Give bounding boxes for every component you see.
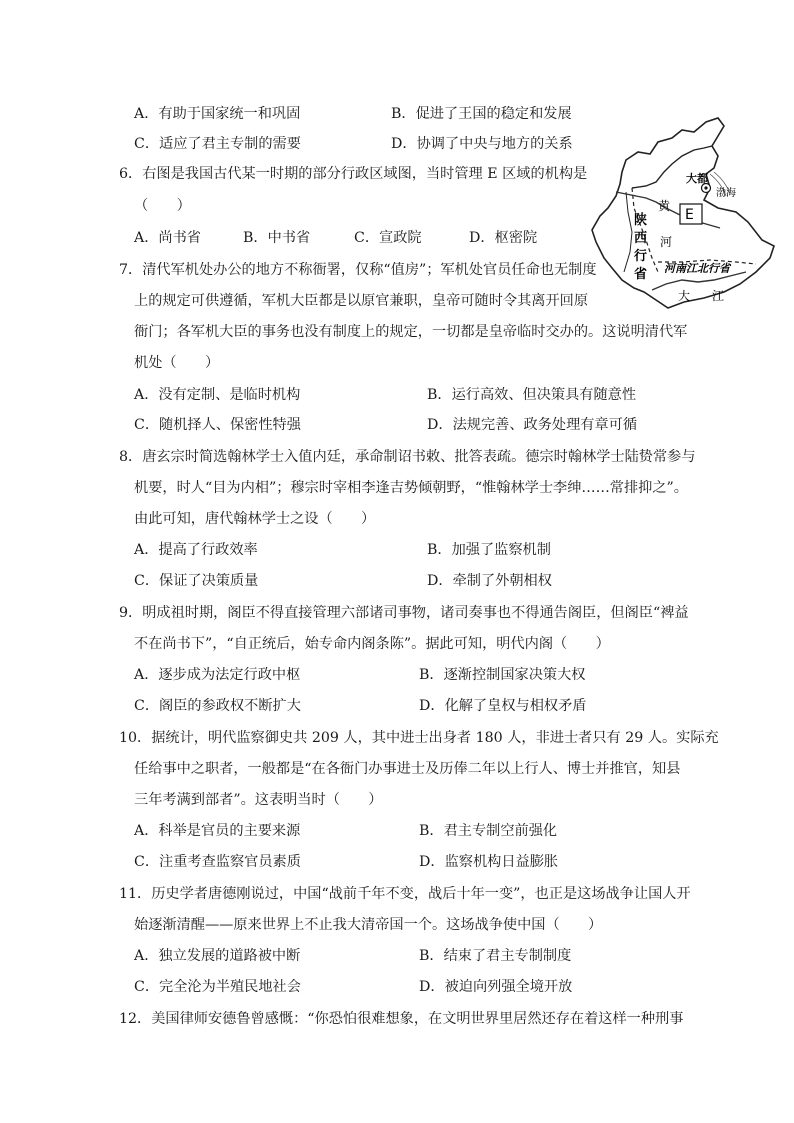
q8-option-d: D．牵制了外朝相权 <box>427 573 552 589</box>
q7-option-b: B．运行高效、但决策具有随意性 <box>427 387 637 403</box>
q5-option-d: D．协调了中央与地方的关系 <box>391 136 573 152</box>
q7-option-c: C．随机择人、保密性特强 <box>134 417 301 433</box>
map-label-dadu: 大都 <box>686 172 708 185</box>
q8-line-1: 8．唐玄宗时简选翰林学士入值内廷，承命制诏书敕、批答表疏。德宗时翰林学士陆贽常参与 <box>119 449 696 465</box>
map-label-shaanxi-2: 西 <box>634 231 648 246</box>
q10-option-b: B．君主专制空前强化 <box>419 823 558 839</box>
q10-option-a: A．科举是官员的主要来源 <box>134 823 301 839</box>
map-label-huang: 黄 <box>658 199 671 213</box>
map-label-he: 河 <box>660 235 673 249</box>
q11-option-a: A．独立发展的道路被中断 <box>134 948 301 964</box>
q6-option-a: A．尚书省 <box>134 230 201 246</box>
admin-region-map <box>586 112 782 312</box>
q6-option-b: B．中书省 <box>243 230 311 246</box>
q9-option-d: D．化解了皇权与相权矛盾 <box>419 698 587 714</box>
q9-option-a: A．逐步成为法定行政中枢 <box>134 667 301 683</box>
q8-option-b: B．加强了监察机制 <box>427 542 551 558</box>
q11-line-2: 始逐渐清醒——原来世界上不止我大清帝国一个。这场战争使中国（ ） <box>134 917 603 933</box>
q9-line-1: 9．明成祖时期，阁臣不得直接管理六部诸司事物，诸司奏事也不得通告阁臣，但阁臣“裨益 <box>119 605 689 621</box>
map-label-shaanxi-3: 行 <box>634 249 648 264</box>
q11-line-1: 11．历史学者唐德刚说过，中国“战前千年不变，战后十年一变”，也正是这场战争让国人开 <box>119 886 691 902</box>
q11-option-b: B．结束了君主专制制度 <box>419 948 572 964</box>
q10-line-1: 10．据统计，明代监察御史共 209 人，其中进士出身者 180 人，非进士者只有 29 人。实际充 <box>119 730 719 746</box>
map-label-henan: 河南江北行省 <box>664 262 730 275</box>
q6-option-d: D．枢密院 <box>469 230 538 246</box>
q7-line-3: 衙门；各军机大臣的事务也没有制度上的规定，一切都是皇帝临时交办的。这说明清代军 <box>134 324 688 340</box>
q6-option-c: C．宣政院 <box>354 230 422 246</box>
q6-stem: 6．右图是我国古代某一时期的部分行政区域图，当时管理 E 区域的机构是 <box>119 166 588 182</box>
q10-option-d: D．监察机构日益膨胀 <box>419 854 559 870</box>
q8-line-2: 机要，时人“目为内相”；穆宗时宰相李逢吉势倾朝野，“惟翰林学士李绅……常排抑之”。 <box>134 480 688 496</box>
q5-option-c: C．适应了君主专制的需要 <box>134 136 301 152</box>
q10-line-2: 任给事中之职者，一般都是“在各衙门办事进士及历俸二年以上行人、博士并推官，知县 <box>134 761 681 777</box>
q5-option-a: A．有助于国家统一和巩固 <box>134 106 301 122</box>
q6-blank: （ ） <box>134 198 191 214</box>
q10-option-c: C．注重考查监察官员素质 <box>134 854 301 870</box>
q8-option-a: A．提高了行政效率 <box>134 542 258 558</box>
q9-line-2: 不在尚书下”，“自正统后，始专命内阁条陈”。据此可知，明代内阁（ ） <box>134 636 610 652</box>
map-label-shaanxi-4: 省 <box>634 267 648 282</box>
q5-option-b: B．促进了王国的稳定和发展 <box>391 106 572 122</box>
map-label-e: E <box>685 207 694 223</box>
q9-option-b: B．逐渐控制国家决策大权 <box>419 667 586 683</box>
q7-line-4: 机处（ ） <box>134 355 220 371</box>
q11-option-d: D．被迫向列强全境开放 <box>419 979 573 995</box>
q8-option-c: C．保证了决策质量 <box>134 573 259 589</box>
q12-line-1: 12．美国律师安德鲁曾感慨：“你恐怕很难想象，在文明世界里居然还存在着这样一种刑事 <box>119 1011 684 1027</box>
q7-line-1: 7．清代军机处办公的地方不称衙署，仅称“值房”；军机处官员任命也无制度 <box>119 262 597 278</box>
map-label-jiang: 江 <box>712 289 725 303</box>
q11-option-c: C．完全沦为半殖民地社会 <box>134 979 301 995</box>
map-label-shaanxi-1: 陕 <box>634 213 648 228</box>
q7-line-2: 上的规定可供遵循，军机大臣都是以原官兼职，皇帝可随时令其离开回原 <box>134 293 589 309</box>
q7-option-a: A．没有定制、是临时机构 <box>134 387 301 403</box>
map-label-da: 大 <box>678 289 691 303</box>
q8-line-3: 由此可知，唐代翰林学士之设（ ） <box>134 511 376 527</box>
q7-option-d: D．法规完善、政务处理有章可循 <box>427 417 638 433</box>
q9-option-c: C．阁臣的参政权不断扩大 <box>134 698 301 714</box>
map-label-bohai: 渤海 <box>716 188 736 199</box>
q10-line-3: 三年考满到部者”。这表明当时（ ） <box>134 792 383 808</box>
